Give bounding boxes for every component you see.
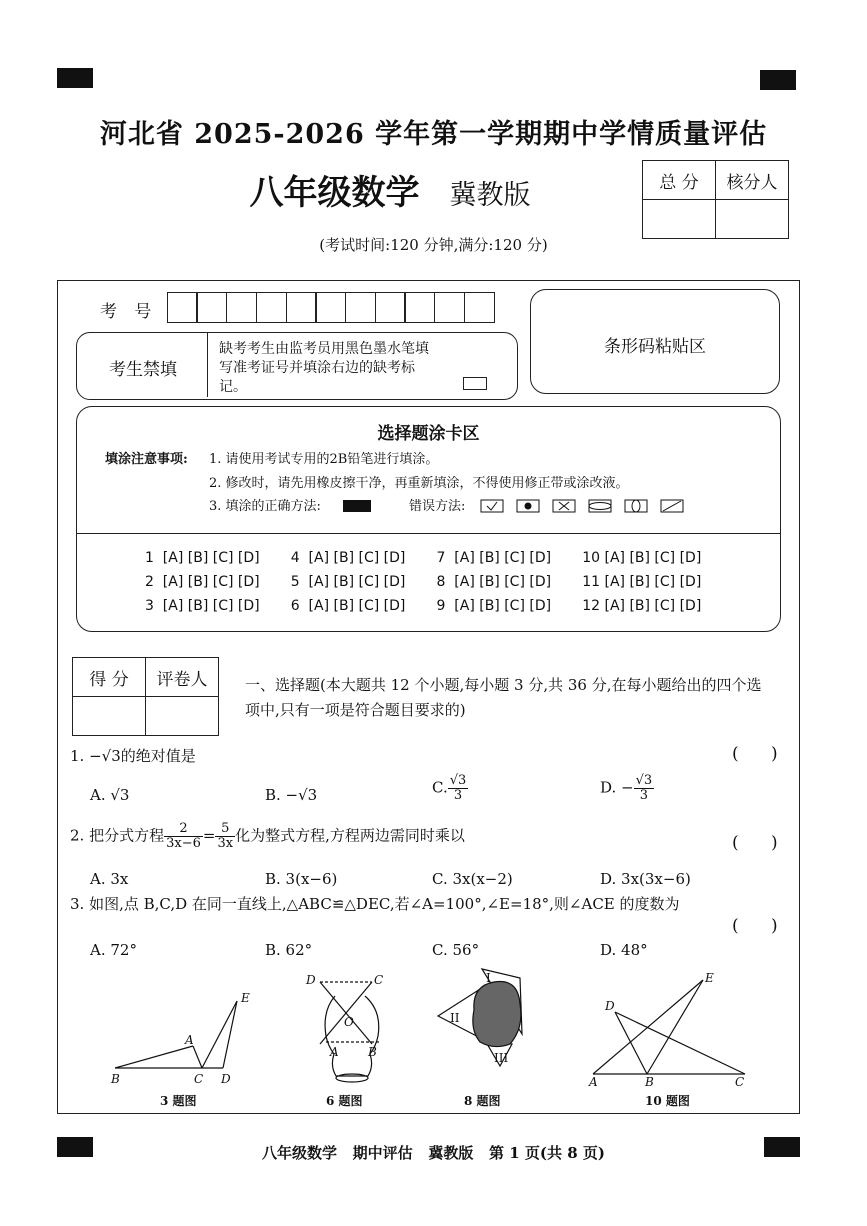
wrong-method-label: 错误方法: <box>409 499 466 514</box>
absent-mark-box[interactable] <box>463 377 487 390</box>
subject-name: 八年级数学 <box>249 173 420 213</box>
page-footer: 八年级数学 期中评估 冀教版 第 1 页(共 8 页) <box>262 1144 605 1162</box>
q2-frac1-den: 3x−6 <box>166 836 201 851</box>
q3-answer-paren[interactable]: ( ) <box>732 916 778 936</box>
fig3-label-a: A <box>185 1033 194 1047</box>
section-score-header: 得 分 <box>73 658 146 697</box>
fig8-label-2: II <box>450 1011 460 1025</box>
q1-option-b: B. −√3 <box>265 786 318 804</box>
fig6-label-o: O <box>344 1015 354 1029</box>
q2-stem-post: 化为整式方程,方程两边需同时乘以 <box>235 826 465 845</box>
choice-row-2[interactable]: 2 [A] [B] [C] [D] 5 [A] [B] [C] [D] 8 [A] [B] [C] [D] 11 [A] [B] [C] [D] <box>145 574 702 590</box>
q1-option-c <box>432 774 468 803</box>
q2-frac2-den: 3x <box>217 836 234 851</box>
exam-title: 河北省 2025-2026 学年第一学期期中学情质量评估 <box>99 119 768 150</box>
q1-option-c-label: C. <box>432 778 448 797</box>
absent-note: 缺考考生由监考员用黑色墨水笔填写准考证号并填涂右边的缺考标记。 <box>219 341 429 395</box>
total-score-cell[interactable] <box>643 200 716 239</box>
fig3-label-e: E <box>241 991 250 1005</box>
q1-option-a: A. √3 <box>90 786 130 804</box>
q1-answer-paren[interactable]: ( ) <box>732 744 778 764</box>
checker-cell[interactable] <box>716 200 789 239</box>
choice-card-area <box>76 406 781 632</box>
figure-3 <box>105 988 250 1088</box>
q2-stem-pre: 2. 把分式方程 <box>70 826 165 845</box>
q1-option-d-label: D. − <box>600 778 634 797</box>
q2-answer-paren[interactable]: ( ) <box>732 833 778 853</box>
fill-notes-label: 填涂注意事项: <box>105 452 188 467</box>
q1-c-numerator: √3 <box>449 773 467 788</box>
exam-number-label: 考 号 <box>100 302 158 322</box>
q2-frac1-num: 2 <box>164 822 203 837</box>
figure-10 <box>585 968 755 1088</box>
fill-note-1: 1. 请使用考试专用的2B铅笔进行填涂。 <box>209 452 439 467</box>
exam-number-boxes[interactable] <box>168 292 495 323</box>
choice-card-title: 选择题涂卡区 <box>377 424 480 444</box>
question-2 <box>70 822 465 851</box>
section-intro: 一、选择题(本大题共 12 个小题,每小题 3 分,共 36 分,在每小题给出的四个选项中,只有一项是符合题目要求的) <box>245 676 762 719</box>
q2-option-b: B. 3(x−6) <box>265 870 338 888</box>
section-score-table <box>72 657 219 736</box>
q3-option-d: D. 48° <box>600 941 648 959</box>
figure-3-caption: 3 题图 <box>160 1094 197 1108</box>
q2-option-a: A. 3x <box>90 870 129 888</box>
figure-8 <box>432 964 542 1082</box>
fig6-label-a: A <box>330 1045 339 1059</box>
wrong-method-samples <box>479 497 689 515</box>
q1-d-numerator: √3 <box>635 773 653 788</box>
checker-header: 核分人 <box>716 161 789 200</box>
exam-time-info: (考试时间:120 分钟,满分:120 分) <box>319 236 548 254</box>
figure-8-caption: 8 题图 <box>464 1094 501 1108</box>
total-score-header: 总 分 <box>643 161 716 200</box>
figure-6 <box>300 966 400 1088</box>
barcode-label: 条形码粘贴区 <box>604 337 706 357</box>
fig10-label-b: B <box>645 1075 654 1089</box>
fig10-label-c: C <box>735 1075 745 1089</box>
fig3-label-c: C <box>194 1072 204 1086</box>
forbidden-fill-box <box>76 332 518 400</box>
q3-option-c: C. 56° <box>432 941 480 959</box>
registration-mark-top-left <box>57 68 93 88</box>
q1-c-denominator: 3 <box>453 788 463 803</box>
fig6-label-b: B <box>368 1045 377 1059</box>
choice-row-1[interactable]: 1 [A] [B] [C] [D] 4 [A] [B] [C] [D] 7 [A] [B] [C] [D] 10 [A] [B] [C] [D] <box>145 550 702 566</box>
q2-option-d: D. 3x(3x−6) <box>600 870 691 888</box>
question-1 <box>70 745 196 766</box>
textbook-version: 冀教版 <box>449 180 531 211</box>
fill-note-3: 3. 填涂的正确方法: <box>209 499 321 514</box>
forbidden-label: 考生禁填 <box>109 360 177 380</box>
correct-fill-sample <box>343 500 371 512</box>
fig10-label-e: E <box>705 971 714 985</box>
q2-option-c: C. 3x(x−2) <box>432 870 513 888</box>
total-score-table <box>642 160 789 239</box>
q1-stem: 的绝对值是 <box>120 747 196 765</box>
registration-mark-top-right <box>760 70 796 90</box>
figure-10-caption: 10 题图 <box>645 1094 690 1108</box>
q3-option-b: B. 62° <box>265 941 313 959</box>
barcode-area <box>530 289 780 394</box>
fig6-label-c: C <box>374 973 384 987</box>
q3-option-a: A. 72° <box>90 941 137 959</box>
q1-option-d <box>600 774 654 803</box>
q1-d-denominator: 3 <box>639 788 649 803</box>
fig8-label-3: III <box>494 1051 509 1065</box>
choice-row-3[interactable]: 3 [A] [B] [C] [D] 6 [A] [B] [C] [D] 9 [A] [B] [C] [D] 12 [A] [B] [C] [D] <box>145 598 702 614</box>
q2-frac2-num: 5 <box>215 822 235 837</box>
fig10-label-d: D <box>605 999 615 1013</box>
section-grader-cell[interactable] <box>146 697 219 736</box>
figure-6-caption: 6 题图 <box>326 1094 363 1108</box>
fig8-label-1: I <box>486 971 491 985</box>
fill-note-2: 2. 修改时，请先用橡皮擦干净，再重新填涂，不得使用修正带或涂改液。 <box>209 476 629 491</box>
fig10-label-a: A <box>589 1075 598 1089</box>
section-grader-header: 评卷人 <box>146 658 219 697</box>
fig6-label-d: D <box>306 973 316 987</box>
fig3-label-b: B <box>111 1072 120 1086</box>
q1-expression: −√3 <box>89 747 121 765</box>
fig3-label-d: D <box>221 1072 231 1086</box>
question-3: 3. 如图,点 B,C,D 在同一直线上,△ABC≌△DEC,若∠A=100°,∠E=18°,则∠ACE 的度数为 <box>70 895 680 913</box>
q2-equals: = <box>202 826 216 845</box>
q1-number: 1. <box>70 747 90 765</box>
section-score-cell[interactable] <box>73 697 146 736</box>
